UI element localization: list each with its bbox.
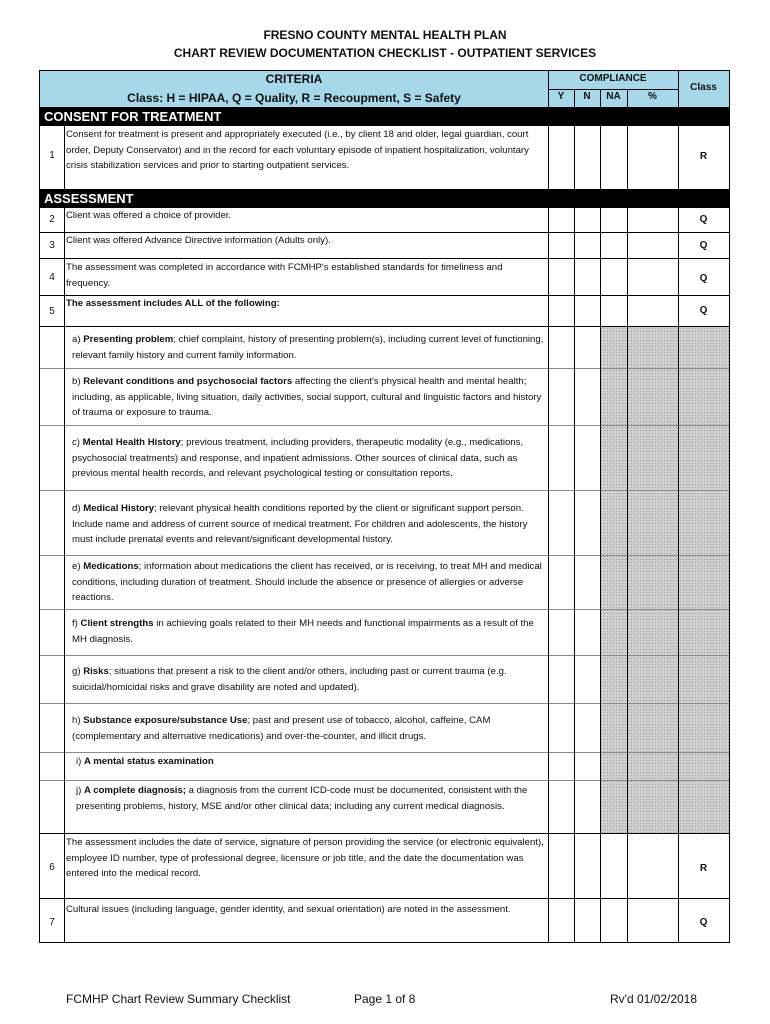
subitem-h: h) Substance exposure/substance Use; past and present use of tobacco, alcohol, caffeine, CAM (complementary and alternative medications) and over-the-counter, and illicit drugs. xyxy=(72,715,491,742)
compliance-col-n: N xyxy=(583,91,591,102)
criterion-text: Cultural issues (including language, gender identity, and sexual orientation) are noted in the assessment. xyxy=(66,904,511,915)
criteria-heading: CRITERIA xyxy=(265,72,323,86)
footer-page-number: Page 1 of 8 xyxy=(354,992,416,1006)
compliance-col-na: NA xyxy=(606,91,621,102)
document-title: FRESNO COUNTY MENTAL HEALTH PLAN xyxy=(263,28,507,42)
row-number: 7 xyxy=(49,917,55,928)
class-code: Q xyxy=(699,273,708,284)
compliance-col-percent: % xyxy=(648,91,657,102)
compliance-heading: COMPLIANCE xyxy=(579,73,647,84)
class-code: R xyxy=(699,151,708,162)
criterion-text: Client was offered Advance Directive information (Adults only). xyxy=(66,235,331,246)
subitem-f: f) Client strengths in achieving goals related to their MH needs and functional impairments as a result of the MH diagnosis. xyxy=(72,618,534,645)
row-number: 1 xyxy=(49,150,55,161)
class-heading: Class xyxy=(690,82,717,93)
class-code: Q xyxy=(699,240,708,251)
criterion-text: Client was offered a choice of provider. xyxy=(66,210,232,221)
row-number: 6 xyxy=(49,862,55,873)
row-number: 5 xyxy=(49,306,55,317)
class-legend: Class: H = HIPAA, Q = Quality, R = Recoupment, S = Safety xyxy=(127,91,461,105)
row-number: 2 xyxy=(49,214,55,225)
subitem-e: e) Medications; information about medications the client has received, or is receiving, to treat MH and medical conditions, including duration of treatment. Should include the absence or presence of allergies or adverse reactions. xyxy=(72,561,542,603)
subitem-a: a) Presenting problem; chief complaint, history of presenting problem(s), including current level of functioning, relevant family history and current family information. xyxy=(72,334,544,361)
criterion-text: The assessment includes the date of service, signature of person providing the service (or electronic equivalent), employee ID number, type of professional degree, licensure or job title, and the date the documentation was entered into the medical record. xyxy=(66,837,544,879)
compliance-col-y: Y xyxy=(557,91,565,102)
footer-doc-name: FCMHP Chart Review Summary Checklist xyxy=(66,992,291,1006)
subitem-d: d) Medical History; relevant physical health conditions reported by the client or significant support person. Include name and address of current source of medical treatment. For children and adolescents, the history must include prenatal events and relevant/significant developmental history. xyxy=(72,503,528,545)
class-code: Q xyxy=(699,917,708,928)
section-consent: CONSENT FOR TREATMENT xyxy=(40,108,729,125)
subitem-i: i) A mental status examination xyxy=(76,756,214,767)
subitem-c: c) Mental Health History; previous treatment, including providers, therapeutic modality (e.g., medications, psychosocial treatments) and response, and inpatient admissions. Other sources of clinical data, such as previous mental health records, and relevant psychological testing or consultation reports. xyxy=(72,437,524,479)
footer-revision-date: Rv'd 01/02/2018 xyxy=(610,992,698,1006)
subitem-b: b) Relevant conditions and psychosocial factors affecting the client's physical health and mental health; including, as applicable, living situation, daily activities, social support, cultural and linguistic factors and history of trauma or exposure to trauma. xyxy=(72,376,542,418)
class-code: Q xyxy=(699,305,708,316)
class-code: R xyxy=(699,863,708,874)
criterion-text: The assessment includes ALL of the following: xyxy=(66,298,280,309)
section-assessment: ASSESSMENT xyxy=(40,190,729,207)
row-number: 3 xyxy=(49,240,55,251)
class-code: Q xyxy=(699,214,708,225)
criterion-text: Consent for treatment is present and appropriately executed (i.e., by client 18 and older, legal guardian, court order, Deputy Conservator) and in the record for each voluntary episode of inpatient hospitalization, voluntary crisis stabilization services and prior to starting outpatient services. xyxy=(66,129,529,171)
row-number: 4 xyxy=(49,272,55,283)
subitem-j: j) A complete diagnosis; a diagnosis from the current ICD-code must be documented, consistent with the presenting problems, history, MSE and/or other clinical data; including any current medical diagnosis. xyxy=(76,785,528,812)
subitem-g: g) Risks; situations that present a risk to the client and/or others, including past or current trauma (e.g. suicidal/homicidal risks and grave disability are noted and updated). xyxy=(72,666,507,693)
document-subtitle: CHART REVIEW DOCUMENTATION CHECKLIST - OUTPATIENT SERVICES xyxy=(173,46,597,60)
criterion-text: The assessment was completed in accordance with FCMHP's established standards for timeliness and frequency. xyxy=(66,262,503,289)
